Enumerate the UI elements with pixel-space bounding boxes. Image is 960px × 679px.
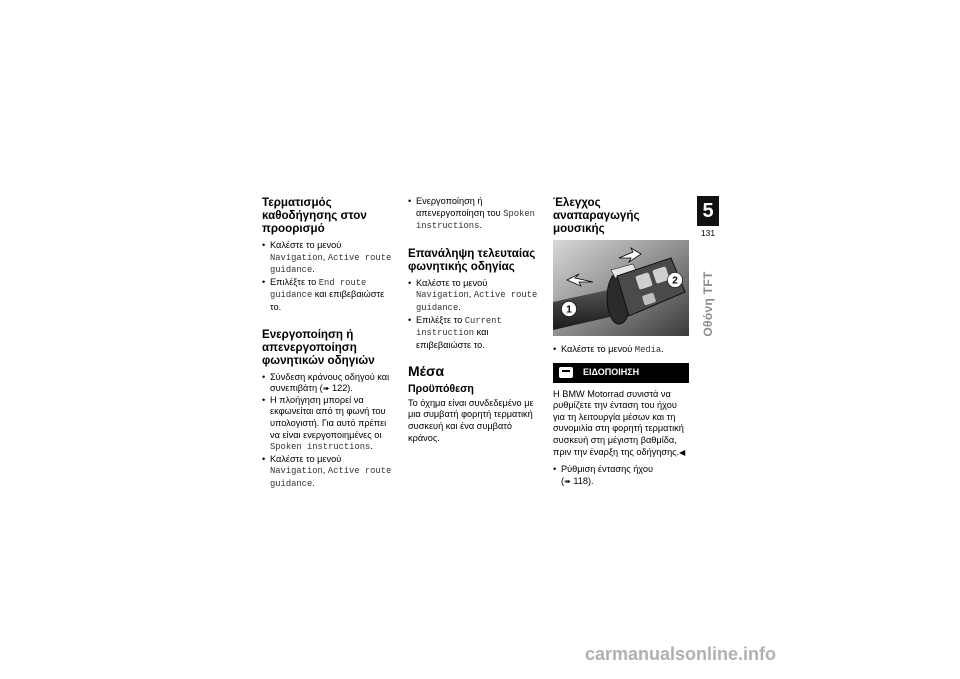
section-title-repeat-instruction: Επανάληψη τελευταίας φωνητικής οδηγίας [408,246,536,273]
section-spoken-instructions [262,328,396,491]
section-title-end-route: Τερματισμός καθοδήγησης στον προορισμό [262,196,367,235]
subsection-title-precondition: Προϋπόθεση [408,383,474,396]
list-item: • Η πλοήγηση μπορεί να εκφωνείται από τη φωνή του υπολογιστή. Για αυτό πρέπει να είναι ενεργοποιημένες οι Spoken instructions. [262,395,396,454]
list-item: • Καλέστε το μενού Navigation, Active route guidance. [262,454,396,491]
list-item: • Ενεργοποίηση ή απενεργοποίηση του Spoken instructions. [408,196,542,233]
list-item: • Επιλέξτε το Current instruction και επιβεβαιώστε το. [408,315,542,352]
section-repeat-last-instruction [408,247,542,352]
page-reference-icon: ➠ [322,384,330,394]
warning-text: Η BMW Motorrad συνιστά να ρυθμίζετε την ένταση του ήχου για τη λειτουργία μέσων και τη συνομιλία στη φορητή τερματική συσκευή στη μέγιστη βαθμίδα, πριν την έναρξη της οδήγησης.◀ [553,388,686,457]
section-title-music-playback: Έλεγχος αναπαραγωγής μουσικής [553,196,640,235]
page-reference-icon: ➠ [564,476,571,486]
chapter-title: Οθόνη TFT [701,271,715,337]
section-media [408,363,542,444]
list-item: • Καλέστε το μενού Navigation, Active route guidance. [262,240,396,277]
section-end-route-guidance [262,196,396,314]
list-item: • Επιλέξτε το End route guidance και επιβεβαιώστε το. [262,277,396,314]
list-item: • Καλέστε το μενού Media. [553,344,689,357]
right-column [553,196,689,487]
watermark: carmanualsonline.info [585,644,777,664]
handlebar-controls-photo [553,240,689,336]
list-item: • Καλέστε το μενού Navigation, Active route guidance. [408,278,542,315]
warning-label: ΕΙΔΟΠΟΙΗΣΗ [583,366,640,377]
precondition-text: Το όχημα είναι συνδεδεμένο με μια συμβατή φορητή τερματική συσκευή και ένα συμβατό κράνος. [408,397,534,443]
section-title-media: Μέσα [408,363,445,380]
warning-hand-icon [559,367,573,378]
left-column [262,196,396,491]
list-item: • Ρύθμιση έντασης ήχου (➠ 118). [553,464,689,487]
middle-column [408,196,542,444]
list-item: • Σύνδεση κράνους οδηγού και συνεπιβάτη (➠ 122). [262,372,396,395]
page-number: 131 [700,228,716,238]
section-title-spoken-instructions: Ενεργοποίηση ή απενεργοποίηση φωνητικών οδηγιών [262,327,375,367]
warning-banner [553,363,689,383]
callout-2: 2 [672,275,678,287]
chapter-number-badge: 5 [697,196,719,226]
handlebar-controls-illustration [553,240,689,336]
end-mark-icon: ◀ [679,447,686,457]
callout-1: 1 [566,304,572,316]
